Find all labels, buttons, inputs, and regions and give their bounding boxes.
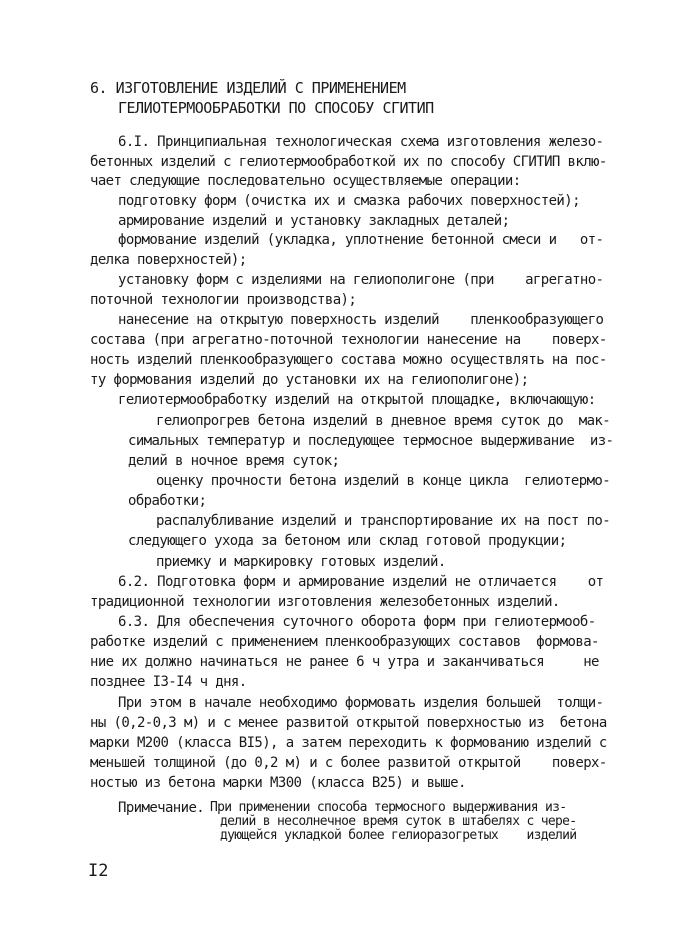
note-line-1: При применении способа термосного выдерживания из- (210, 800, 567, 815)
text-line: гелиотермообработку изделий на открытой площадке, включающую: (118, 392, 596, 408)
note-label: Примечание. (118, 800, 205, 816)
text-line: ние их должно начинаться не ранее 6 ч утра и заканчиваться не (90, 654, 599, 670)
text-line: нанесение на открытую поверхность изделий пленкообразующего (118, 312, 604, 328)
text-line: ту формования изделий до установки их на гелиополигоне); (90, 372, 529, 388)
text-line: оценку прочности бетона изделий в конце цикла гелиотермо- (156, 473, 611, 489)
text-line: подготовку форм (очистка их и смазка рабочих поверхностей); (118, 193, 580, 209)
text-line: делий в ночное время суток; (128, 453, 340, 469)
text-line: позднее I3-I4 ч дня. (90, 674, 247, 690)
text-line: приемку и маркировку готовых изделий. (156, 554, 446, 570)
text-line: следующего ухода за бетоном или склад готовой продукции; (128, 533, 567, 549)
note-line-2: делий в несолнечное время суток в штабелях с чере- (220, 814, 577, 829)
text-line: 6.I. Принципиальная технологическая схема изготовления железо- (118, 134, 604, 150)
text-line: марки М200 (класса BI5), а затем переходить к формованию изделий с (90, 735, 607, 751)
text-line: симальных температур и последующее термосное выдерживание из- (128, 433, 614, 449)
text-line: работке изделий с применением пленкообразующих составов формова- (90, 634, 599, 650)
text-line: делка поверхностей); (90, 252, 247, 268)
heading-line-2: ГЕЛИОТЕРМООБРАБОТКИ ПО СПОСОБУ СГИТИП (118, 99, 434, 117)
text-line: поточной технологии производства); (90, 292, 357, 308)
note-line-3: дующейся укладкой более гелиоразогретых изделий (220, 828, 577, 843)
text-line: 6.2. Подготовка форм и армирование изделий не отличается от (118, 574, 604, 590)
text-line: чает следующие последовательно осуществляемые операции: (90, 173, 521, 189)
text-line: установку форм с изделиями на гелиополигоне (при агрегатно- (118, 272, 604, 288)
text-line: При этом в начале необходимо формовать изделия большей толщи- (118, 695, 604, 711)
text-line: состава (при агрегатно-поточной технологии нанесение на поверх- (90, 332, 607, 348)
text-line: бетонных изделий с гелиотермообработкой их по способу СГИТИП вклю- (90, 154, 607, 170)
text-line: ность изделий пленкообразующего состава можно осуществлять на пос- (90, 352, 607, 368)
text-line: распалубливание изделий и транспортирование их на пост по- (156, 513, 611, 529)
text-line: формование изделий (укладка, уплотнение бетонной смеси и от- (118, 232, 604, 248)
text-line: меньшей толщиной (до 0,2 м) и с более развитой открытой поверх- (90, 755, 607, 771)
text-line: традиционной технологии изготовления железобетонных изделий. (90, 594, 560, 610)
heading-line-1: 6. ИЗГОТОВЛЕНИЕ ИЗДЕЛИЙ С ПРИМЕНЕНИЕМ (90, 79, 406, 97)
text-line: гелиопрогрев бетона изделий в дневное время суток до мак- (156, 413, 611, 429)
text-line: обработки; (128, 493, 207, 509)
text-line: армирование изделий и установку закладных деталей; (118, 213, 510, 229)
text-line: 6.3. Для обеспечения суточного оборота форм при гелиотермооб- (118, 614, 596, 630)
page-number: I2 (88, 861, 109, 881)
text-line: ностью из бетона марки М300 (класса В25) и выше. (90, 775, 466, 791)
text-line: ны (0,2-0,3 м) и с менее развитой открытой поверхностью из бетона (90, 715, 607, 731)
